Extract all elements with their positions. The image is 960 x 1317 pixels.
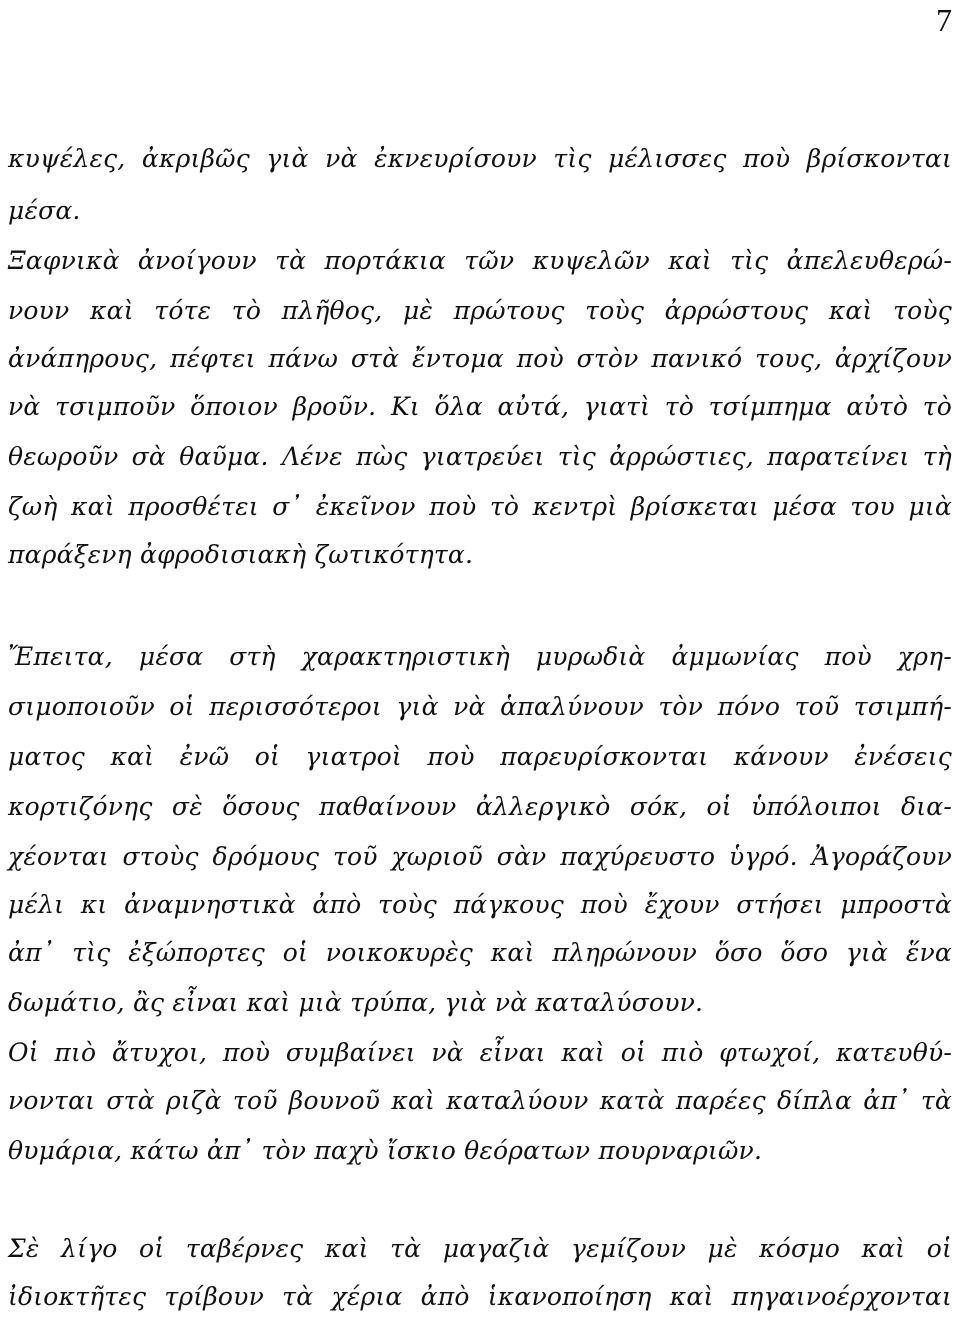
text-line: κορτιζόνης σὲ ὅσους παθαίνουν ἀλλεργικὸ σόκ, οἱ ὑπόλοιποι δια- — [8, 792, 952, 821]
text-line: παράξενη ἀφροδισιακὴ ζωτικότητα. — [8, 540, 474, 569]
text-line: Σὲ λίγο οἱ ταβέρνες καὶ τὰ μαγαζιὰ γεμίζουν μὲ κόσμο καὶ οἱ — [8, 1234, 952, 1263]
text-line: κυψέλες, ἀκριβῶς γιὰ νὰ ἐκνευρίσουν τὶς μέλισσες ποὺ βρίσκονται — [8, 144, 952, 173]
text-line: ἀπ᾽ τὶς ἐξώπορτες οἱ νοικοκυρὲς καὶ πληρώνουν ὅσο ὅσο γιὰ ἕνα — [8, 938, 952, 967]
text-line: ἰδιοκτῆτες τρίβουν τὰ χέρια ἀπὸ ἱκανοποίηση καὶ πηγαινοέρχονται — [8, 1282, 952, 1311]
text-line: μέσα. — [8, 196, 81, 225]
text-line: Οἱ πιὸ ἄτυχοι, ποὺ συμβαίνει νὰ εἶναι καὶ οἱ πιὸ φτωχοί, κατευθύ- — [8, 1038, 952, 1067]
text-line: δωμάτιο, ἂς εἶναι καὶ μιὰ τρύπα, γιὰ νὰ καταλύσουν. — [8, 988, 704, 1017]
text-line: μέλι κι ἀναμνηστικὰ ἀπὸ τοὺς πάγκους ποὺ ἔχουν στήσει μπροστὰ — [8, 890, 952, 919]
text-line: ζωὴ καὶ προσθέτει σ᾽ ἐκεῖνον ποὺ τὸ κεντρὶ βρίσκεται μέσα του μιὰ — [8, 492, 952, 521]
text-line: ματος καὶ ἐνῶ οἱ γιατροὶ ποὺ παρευρίσκονται κάνουν ἐνέσεις — [8, 742, 952, 771]
text-line: ἀνάπηρους, πέφτει πάνω στὰ ἔντομα ποὺ στὸν πανικό τους, ἀρχίζουν — [8, 344, 952, 373]
page-number: 7 — [936, 2, 952, 38]
text-line: θεωροῦν σὰ θαῦμα. Λένε πὼς γιατρεύει τὶς ἀρρώστιες, παρατείνει τὴ — [8, 442, 952, 471]
text-line: θυμάρια, κάτω ἀπ᾽ τὸν παχὺ ἴσκιο θεόρατων πουρναριῶν. — [8, 1136, 763, 1165]
text-line: νὰ τσιμποῦν ὅποιον βροῦν. Κι ὅλα αὐτά, γιατὶ τὸ τσίμπημα αὐτὸ τὸ — [8, 392, 952, 421]
text-line: σιμοποιοῦν οἱ περισσότεροι γιὰ νὰ ἁπαλύνουν τὸν πόνο τοῦ τσιμπή- — [8, 692, 952, 721]
text-line: νουν καὶ τότε τὸ πλῆθος, μὲ πρώτους τοὺς ἀρρώστους καὶ τοὺς — [8, 296, 952, 325]
text-line: χέονται στοὺς δρόμους τοῦ χωριοῦ σὰν παχύρευστο ὑγρό. Ἀγοράζουν — [8, 842, 952, 871]
text-line: Ξαφνικὰ ἀνοίγουν τὰ πορτάκια τῶν κυψελῶν καὶ τὶς ἀπελευθερώ- — [8, 246, 952, 275]
text-line: νονται στὰ ριζὰ τοῦ βουνοῦ καὶ καταλύουν κατὰ παρέες δίπλα ἀπ᾽ τὰ — [8, 1086, 952, 1115]
text-line: Ἔπειτα, μέσα στὴ χαρακτηριστικὴ μυρωδιὰ ἀμμωνίας ποὺ χρη- — [8, 642, 952, 671]
